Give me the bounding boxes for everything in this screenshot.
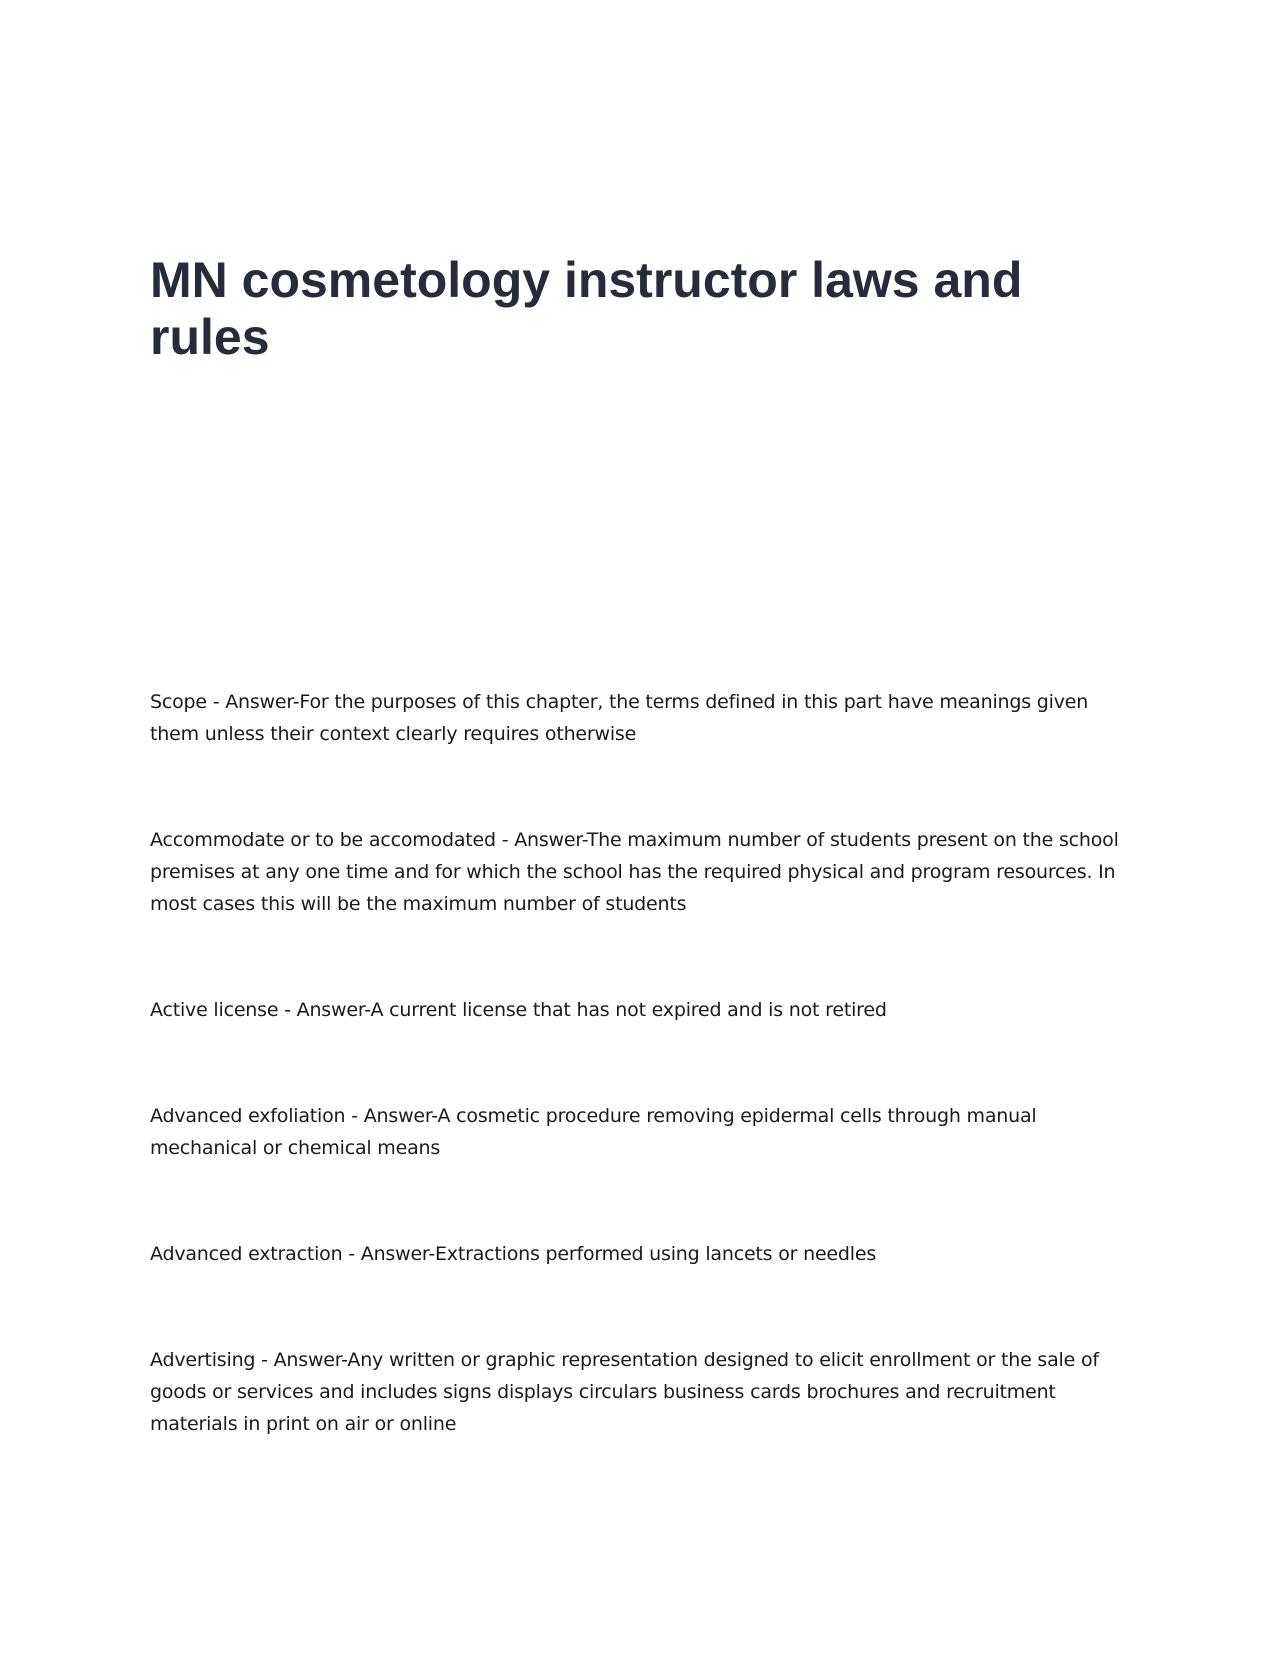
entry-active-license: Active license - Answer-A current license that has not expired and is not retired bbox=[150, 999, 887, 1021]
entry-advanced-exfoliation: Advanced exfoliation - Answer-A cosmetic procedure removing epidermal cells through manual mechanical or chemical means bbox=[150, 1105, 1037, 1159]
entry-advanced-extraction: Advanced extraction - Answer-Extractions performed using lancets or needles bbox=[150, 1243, 877, 1265]
entry-scope: Scope - Answer-For the purposes of this chapter, the terms defined in this part have meanings given them unless their context clearly requires otherwise bbox=[150, 691, 1089, 745]
entry-accommodate: Accommodate or to be accomodated - Answer-The maximum number of students present on the school premises at any one time and for which the school has the required physical and program resources. In most cases this will be the maximum number of students bbox=[150, 829, 1119, 915]
entry-advertising: Advertising - Answer-Any written or graphic representation designed to elicit enrollment or the sale of goods or services and includes signs displays circulars business cards brochures and recruitment materials in print on air or online bbox=[150, 1349, 1099, 1435]
document-title: MN cosmetology instructor laws and rules bbox=[150, 252, 1023, 365]
entry-list bbox=[150, 686, 1120, 1514]
